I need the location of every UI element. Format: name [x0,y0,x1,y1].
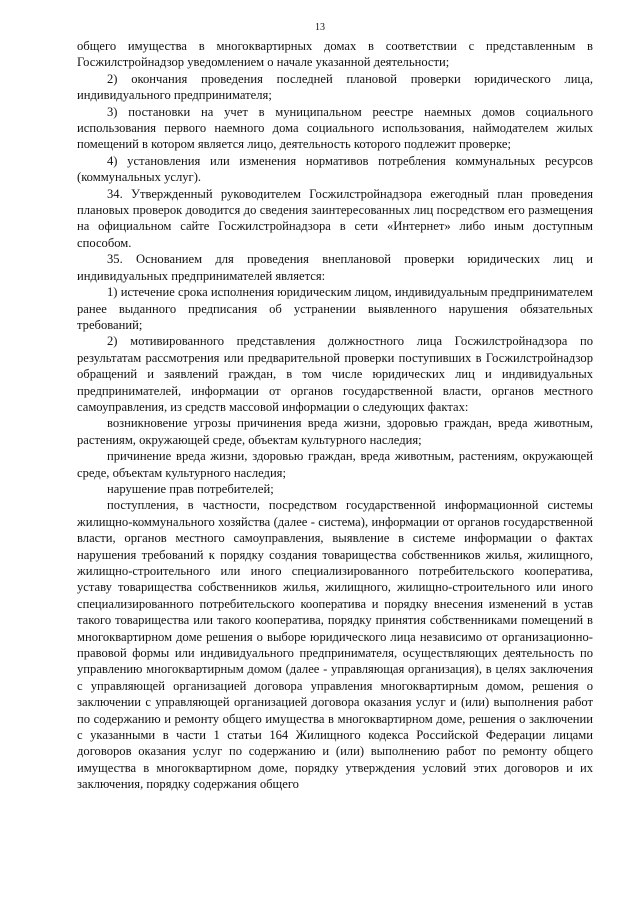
paragraph: 3) постановки на учет в муниципальном реестре наемных домов социального использования первого наемного дома социального использования, наймодателем жилых помещений в котором является лицо, деятельность которого подлежит проверке; [77,104,593,152]
paragraph: поступления, в частности, посредством государственной информационной системы жилищно-коммунального хозяйства (далее - система), информации от органов государственной власти, органов местного самоуправления, выявление в системе информации о фактах нарушения требований к порядку создания товарищества собственников жилья, жилищного, жилищно-строительного или иного специализированного потребительского кооператива, уставу товарищества собственников жилья, жилищного, жилищно-строительного или иного специализированного потребительского кооператива и порядку внесения изменений в устав такого товарищества или такого кооператива, порядку принятия собственниками помещений в многоквартирном доме решения о выборе юридического лица независимо от организационно-правовой формы или индивидуального предпринимателя, осуществляющих деятельность по управлению многоквартирным домом (далее - управляющая организация), в целях заключения с управляющей организацией договора управления многоквартирным домом, решения о заключении с управляющей организацией договора оказания услуг и (или) выполнения работ по содержанию и ремонту общего имущества в многоквартирном доме, решения о заключении с указанными в части 1 статьи 164 Жилищного кодекса Российской Федерации лицами договоров оказания услуг по содержанию и (или) выполнению работ по ремонту общего имущества в многоквартирном доме, порядку утверждения условий этих договоров и их заключения, порядку содержания общего [77,498,593,792]
paragraph: 2) окончания проведения последней плановой проверки юридического лица, индивидуального предпринимателя; [77,71,593,103]
paragraph: нарушение прав потребителей; [107,481,274,496]
paragraph: причинение вреда жизни, здоровью граждан, вреда животным, растениям, окружающей среде, объектам культурного наследия; [77,449,593,480]
document-body [77,38,593,793]
paragraph: 4) установления или изменения нормативов потребления коммунальных ресурсов (коммунальных услуг). [77,153,593,185]
paragraph: 35. Основанием для проведения внеплановой проверки юридических лиц и индивидуальных предпринимателей является: [77,252,593,283]
paragraph: возникновение угрозы причинения вреда жизни, здоровью граждан, вреда животным, растениям, окружающей среде, объектам культурного наследия; [77,416,593,447]
paragraph: 1) истечение срока исполнения юридическим лицом, индивидуальным предпринимателем ранее выданного предписания об устранении выявленного нарушения обязательных требований; [77,285,593,332]
paragraph: 2) мотивированного представления должностного лица Госжилстройнадзора по результатам рассмотрения или предварительной проверки поступивших в Госжилстройнадзор обращений и заявлений граждан, в том числе юридических лиц и индивидуальных предпринимателей, информации от органов государственной власти, органов местного самоуправления, из средств массовой информации о следующих фактах: [77,334,593,414]
paragraph: общего имущества в многоквартирных домах в соответствии с представленным в Госжилстройнадзор уведомлением о начале указанной деятельности; [77,39,593,70]
paragraph: 34. Утвержденный руководителем Госжилстройнадзора ежегодный план проведения плановых проверок доводится до сведения заинтересованных лиц посредством его размещения на официальном сайте Госжилстройнадзора в сети «Интернет» либо иным доступным способом. [77,186,593,250]
page-number: 13 [315,22,325,33]
